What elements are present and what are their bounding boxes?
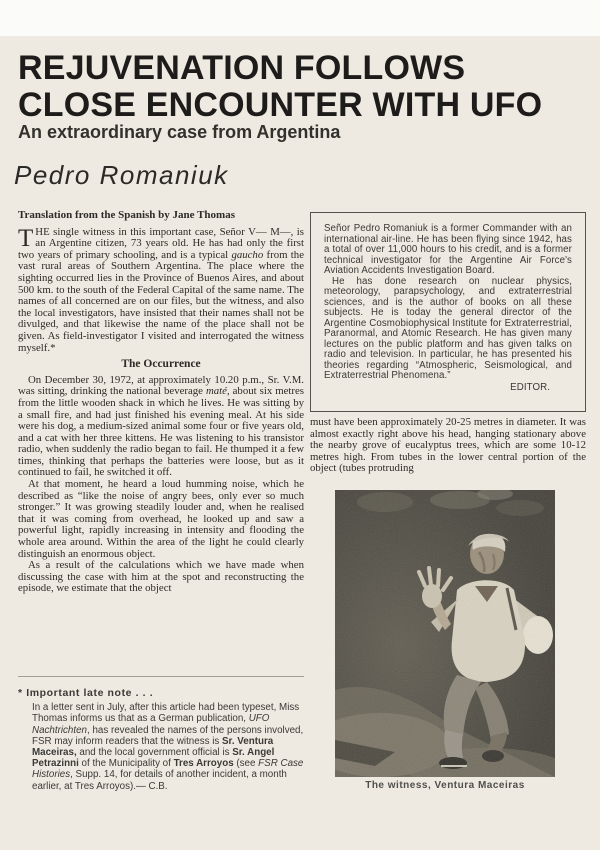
body-paragraph-3: At that moment, he heard a loud humming noise, which he described as “like the noise of angry bees, only ever so much stronger.” It was growing steadily louder and, when he realised that it was coming from overhead, he looked up and saw a powerful light, rapidly increasing in intensity and flooding the whole area around. Within the area of the light he could clearly distinguish an enormous object. — [18, 478, 304, 560]
photo-caption: The witness, Ventura Maceiras — [365, 780, 525, 791]
intro-paragraph: THE single witness in this important case, Señor V— M—, is an Argentine citizen, 73 years old. He has had only the first two years of primary schooling, and is a typical gaucho from the vast rural areas of Southern Argentina. The place where the sighting occurred lies in the Province of Buenos Aires, and about 500 km. to the south of the Federal Capital of the same name. The names of all concerned are on our files, but the witness, and also the local investigators, have insisted that their names shall not be divulged, and that likewise the name of the place shall not be given. As field-investigator I visited and interrogated the witness myself.* — [18, 224, 304, 354]
article-title — [18, 50, 588, 124]
article-title-line1: REJUVENATION FOLLOWS — [18, 49, 466, 87]
editor-note-paragraph-1: Señor Pedro Romaniuk is a former Commander with an international air-line. He has been flying since 1942, has a total of over 11,000 hours to his credit, and is a former technical investigator for the Argentine Air Force's Aviation Accidents Investigation Board. — [324, 223, 572, 276]
author-byline: Pedro Romaniuk — [14, 160, 229, 190]
section-heading: The Occurrence — [121, 358, 201, 371]
body-paragraph-4: As a result of the calculations which we have made when discussing the case with him at the spot and reconstructing the episode, we estimate that the object — [18, 559, 304, 595]
witness-photo-illustration — [335, 490, 555, 777]
editor-signature: EDITOR. — [510, 381, 550, 393]
right-column-continuation: must have been approximately 20-25 metres in diameter. It was almost exactly right above his head, hanging stationary above the nearby grove of eucalyptus trees, which are some 10-12 metres high. From tubes in the lower central portion of the object (tubes protruding — [310, 416, 586, 475]
editor-note-paragraph-2: He has done research on nuclear physics, meteorology, parapsychology, and extraterrestrial sciences, and is the author of books on all these subjects. He is today the general director of the Argentine Cosmobiophysical Institute for Extraterrestrial, Paranormal, and Atomic Research. He has given many lectures on the public platform and has given talks on radio and television. In particular, he has presented his theories regarding “Atmospheric, Seismological, and Extraterrestrial Phenomena.” — [324, 275, 572, 381]
translation-credit: Translation from the Spanish by Jane Thomas — [18, 209, 235, 221]
article-subtitle: An extraordinary case from Argentina — [18, 122, 341, 142]
editor-note-box — [310, 212, 586, 412]
footnote-body: In a letter sent in July, after this article had been typeset, Miss Thomas informs us that as a German publication, UFO Nachtrichten, has revealed the names of the persons involved, FSR may inform readers that the witness is Sr. Ventura Maceiras, and the local government official is Sr. Angel Petrazinni of the Municipality of Tres Arroyos (see FSR Case Histories, Supp. 14, for details of another incident, a month earlier, at Tres Arroyos).— C.B. — [32, 702, 304, 792]
footnote — [18, 688, 304, 792]
witness-photo — [335, 490, 555, 777]
body-paragraph-2: On December 30, 1972, at approximately 10.20 p.m., Sr. V.M. was sitting, drinking the national beverage maté, about six metres from the little wooden shack in which he lives. He was sitting by a small fire, and had just finished his evening meal. At his side were his dog, a medium-sized animal some four or five years old, and a cat with her three kittens. He was listening to his transistor radio, when suddenly the radio began to fail. He thumped it a few times, thinking that perhaps the batteries were loose, but as it continued to fail, he switched it off. — [18, 373, 304, 479]
left-column — [18, 210, 304, 595]
footnote-heading: * Important late note . . . — [18, 687, 154, 699]
footnote-divider — [18, 676, 304, 677]
article-title-line2: CLOSE ENCOUNTER WITH UFO — [18, 86, 543, 124]
page-top-margin — [0, 0, 600, 36]
